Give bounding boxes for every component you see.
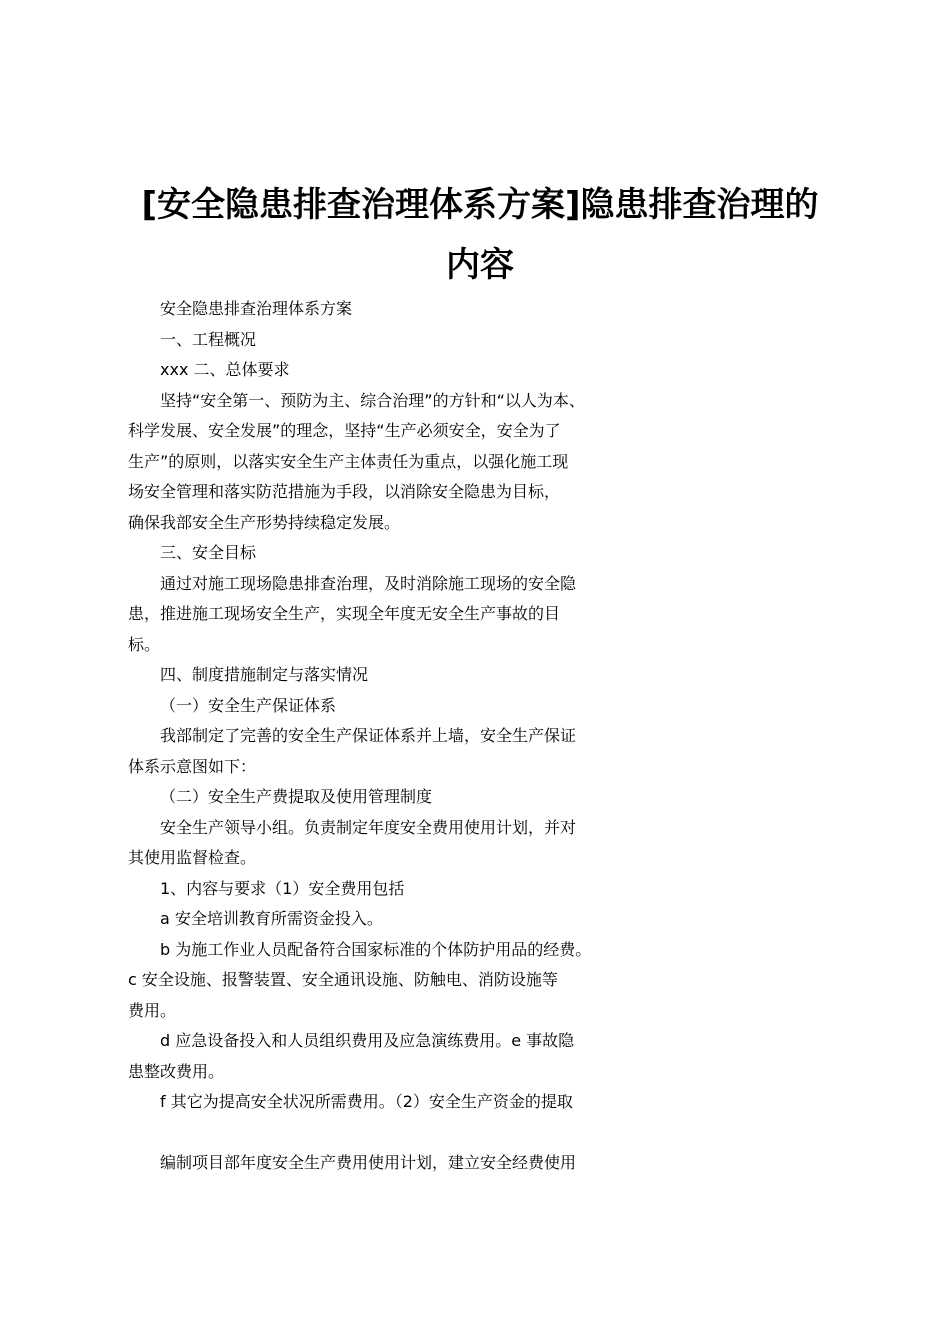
paragraph-line: 体系示意图如下： [128,757,257,776]
list-item: a 安全培训教育所需资金投入。 [160,909,383,928]
paragraph-line: 通过对施工现场隐患排查治理，及时消除施工现场的安全隐 [160,574,577,593]
section-heading: 一、工程概况 [160,330,257,349]
section-heading: xxx 二、总体要求 [160,360,290,379]
subsection-heading: （二）安全生产费提取及使用管理制度 [160,787,433,806]
paragraph-line: 标。 [128,635,161,654]
paragraph-line: 生产”的原则，以落实安全生产主体责任为重点，以强化施工现 [128,452,569,471]
paragraph-line: 安全生产领导小组。负责制定年度安全费用使用计划，并对 [160,818,577,837]
paragraph-line: 编制项目部年度安全生产费用使用计划，建立安全经费使用 [160,1153,577,1172]
section-heading: 三、安全目标 [160,543,257,562]
paragraph-line: 其使用监督检查。 [128,848,257,867]
list-item: c 安全设施、报警装置、安全通讯设施、防触电、消防设施等 [128,970,558,989]
list-item: 费用。 [128,1001,177,1020]
list-item: d 应急设备投入和人员组织费用及应急演练费用。e 事故隐 [160,1031,575,1050]
paragraph-line: 确保我部安全生产形势持续稳定发展。 [128,513,401,532]
section-heading: 安全隐患排查治理体系方案 [160,299,353,318]
paragraph-line: 患，推进施工现场安全生产，实现全年度无安全生产事故的目 [128,604,561,623]
document-title-line-1: [安全隐患排查治理体系方案]隐患排查治理的 [141,185,819,225]
list-item: b 为施工作业人员配备符合国家标准的个体防护用品的经费。 [160,940,592,959]
paragraph-line: 坚持“安全第一、预防为主、综合治理”的方针和“以人为本、 [160,391,585,410]
paragraph-line: 场安全管理和落实防范措施为手段，以消除安全隐患为目标， [128,482,561,501]
paragraph-line: 科学发展、安全发展”的理念，坚持“生产必须安全，安全为了 [128,421,561,440]
list-item: f 其它为提高安全状况所需费用。（2）安全生产资金的提取 [160,1092,573,1111]
subsection-heading: （一）安全生产保证体系 [160,696,337,715]
document-title-line-2: 内容 [446,245,514,285]
section-heading: 四、制度措施制定与落实情况 [160,665,369,684]
paragraph-line: 1、内容与要求（1）安全费用包括 [160,879,405,898]
list-item: 患整改费用。 [128,1062,225,1081]
paragraph-line: 我部制定了完善的安全生产保证体系并上墙，安全生产保证 [160,726,577,745]
